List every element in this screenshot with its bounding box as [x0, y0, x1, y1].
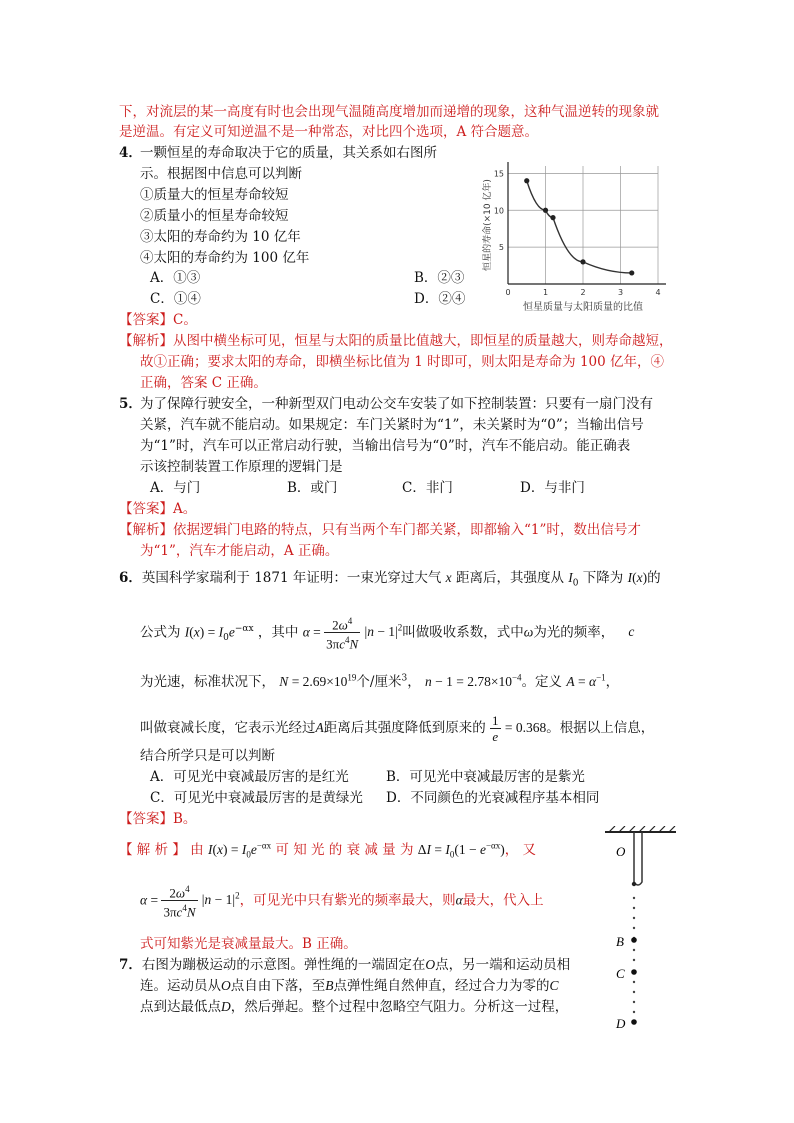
q6-analysis-text: ，可见光中只有紫光的频率最大，则 — [239, 892, 456, 909]
x-tick-label: 3 — [617, 288, 624, 297]
q4-option-b: B．②③ — [414, 270, 465, 286]
q7-text: 右图为蹦极运动的示意图。弹性绳的一端固定在 — [141, 957, 426, 973]
q4-option-c: C．①④ — [150, 291, 201, 307]
q4-analysis-3: 正确，答案 C 正确。 — [140, 375, 267, 391]
alpha-fraction: $\frac{2\omega^4}{3\pi c^4N}$ — [326, 616, 359, 652]
q4-answer: 【答案】C。 — [119, 312, 197, 328]
q7-line-2: 连。运动员从O点自由下落，至B点弹性绳自然伸直，经过合力为零的C — [140, 978, 559, 994]
q7-text: ，然后弹起。整个过程中忽略空气阻力。分析这一过程， — [230, 999, 569, 1015]
label-c: C — [616, 966, 625, 981]
q6-option-b: B．可见光中衰减最厉害的是紫光 — [386, 769, 585, 785]
q6-number: 6． — [119, 570, 142, 586]
q4-analysis-1: 【解析】从图中横坐标可见，恒星与太阳的质量比值越大，即恒星的质量越大，则寿命越短， — [119, 333, 673, 349]
top-line-2: 是逆温。有定义可知逆温不是一种常态，对比四个选项，A 符合题意。 — [119, 124, 539, 140]
data-point — [524, 178, 529, 183]
q6-analysis-text: 可 知 光 的 衰 减 量 为 — [275, 842, 414, 858]
q6-text: 叫做吸收系数，式中 — [402, 624, 524, 641]
q4-stem-2: 示。根据图中信息可以判断 — [140, 166, 302, 182]
q7-line-3: 点到达最低点D，然后弹起。整个过程中忽略空气阻力。分析这一过程， — [140, 999, 569, 1015]
chart-svg — [478, 160, 678, 312]
q7-text: 点，另一端和运动员相 — [435, 957, 571, 973]
q5-line-3: 为“1”时，汽车可以正常启动行驶，当输出信号为“0”时，汽车不能启动。能正确表 — [140, 438, 631, 454]
data-point — [580, 259, 585, 264]
q4-statement-3: ③太阳的寿命约为 10 亿年 — [140, 229, 301, 245]
bungee-svg — [600, 826, 680, 1036]
q6-text: 。定义 — [521, 674, 563, 690]
label-o: O — [616, 844, 626, 859]
q6-text: 个/厘米 — [356, 674, 402, 690]
top-line-1: 下，对流层的某一高度有时也会出现气温随高度增加而递增的现象，这种气温逆转的现象就 — [119, 104, 659, 120]
q6-text: 公式为 — [140, 624, 181, 641]
x-tick-label: 2 — [580, 288, 586, 297]
q6-line-2: 公式为 $I(x) = I_0e^{-\alpha x}$ ，其中 α = $\frac{2\omega^4}{3\pi c^4N}$ $|n - 1|^2$叫做吸收系数，式中ω为光的频率， c — [140, 616, 635, 652]
q7-text: 点弹性绳自然伸直，经过合力为零的 — [333, 978, 550, 994]
q6-option-a: A．可见光中衰减最厉害的是红光 — [150, 769, 349, 785]
q6-text: 为光速，标准状况下， — [140, 674, 275, 690]
q4-statement-2: ②质量小的恒星寿命较短 — [140, 208, 289, 224]
q6-text: 距离后其强度降低到原来的 — [323, 720, 486, 736]
star-lifetime-chart — [478, 160, 678, 312]
q7-text: 点到达最低点 — [140, 999, 221, 1015]
q4-statement-1: ①质量大的恒星寿命较短 — [140, 187, 289, 203]
q6-analysis-1: 【 解 析 】 由 $I(x) = I_0e^{-\alpha x}$ 可 知 光 的 衰 减 量 为 $\Delta I = I_0(1 - e^{-\alpha x})$， 又 — [119, 840, 537, 860]
q6-analysis-text: 最大，代入上 — [462, 892, 544, 909]
q7-text: 连。运动员从 — [140, 978, 221, 994]
y-tick-label: 15 — [493, 169, 504, 179]
one-over-e: $\frac{1}{e}$ — [492, 713, 499, 744]
q6-line-3: 为光速，标准状况下， $N = 2.69\times 10^{19}$个/厘米$^3$， $n - 1 = 2.78\times 10^{-4}$。定义 $A = \alpha^{-1}$， — [140, 672, 620, 690]
q4-option-d: D．②④ — [414, 291, 466, 307]
q6-analysis-text: ， 又 — [504, 842, 537, 858]
data-point — [543, 208, 548, 213]
q5-line-1: 为了保障行驶安全，一种新型双门电动公交车安装了如下控制装置：只要有一扇门没有 — [140, 396, 653, 412]
q6-line-1: 6．英国科学家瑞利于 1871 年证明：一束光穿过大气 x 距离后，其强度从 $I_0$ 下降为 I(x)的 — [119, 570, 661, 589]
q6-text: 为光的频率， — [533, 624, 615, 641]
q5-answer: 【答案】A。 — [119, 501, 197, 517]
q5-number: 5． — [119, 396, 142, 412]
q7-number: 7． — [119, 957, 142, 973]
data-point — [629, 270, 634, 275]
series-line — [527, 181, 632, 273]
q5-option-d: D．与非门 — [520, 480, 585, 496]
q6-text: 下降为 — [582, 570, 624, 586]
q7-line-1: 7．右图为蹦极运动的示意图。弹性绳的一端固定在O点，另一端和运动员相 — [119, 957, 571, 973]
q6-text: 英国科学家瑞利于 1871 年证明：一束光穿过大气 — [141, 570, 442, 586]
q4-number: 4． — [119, 145, 142, 161]
y-tick-label: 5 — [498, 243, 504, 253]
label-b: B — [616, 934, 624, 949]
q7-text: 点自由下落，至 — [230, 978, 326, 994]
q6-analysis-2: α = $\frac{2\omega^4}{3\pi c^4N}$ $|n - 1|^2$，可见光中只有紫光的频率最大，则α最大，代入上 — [140, 884, 544, 920]
q5-analysis-2: 为“1”，汽车才能启动，A 正确。 — [140, 543, 339, 559]
y-tick-label: 10 — [493, 206, 504, 216]
q6-text: ，其中 — [257, 624, 299, 641]
q6-option-c: C．可见光中衰减最厉害的是黄绿光 — [150, 790, 363, 806]
label-d: D — [616, 1016, 626, 1031]
q6-option-d: D．不同颜色的光衰减程序基本相同 — [386, 790, 600, 806]
q4-statement-4: ④太阳的寿命约为 100 亿年 — [140, 250, 310, 266]
q5-line-2: 关紧，汽车就不能启动。如果规定：车门关紧时为“1”，未关紧时为“0”；当输出信号 — [140, 417, 644, 433]
q6-answer: 【答案】B。 — [119, 811, 197, 827]
q5-option-c: C．非门 — [402, 480, 453, 496]
q4-analysis-2: 故①正确；要求太阳的寿命，即横坐标比值为 1 时即可，则太阳是寿命为 100 亿年，④ — [140, 354, 665, 370]
alpha-fraction-2: $\frac{2\omega^4}{3\pi c^4N}$ — [163, 884, 196, 920]
q4-option-a: A．①③ — [150, 270, 201, 286]
x-tick-label: 1 — [542, 288, 549, 297]
q6-text: 。根据以上信息， — [546, 720, 655, 736]
q6-analysis-text: 【 解 析 】 由 — [119, 842, 204, 858]
q6-text: 距离后，其强度从 — [455, 570, 564, 586]
q5-option-a: A．与门 — [150, 480, 201, 496]
q5-option-b: B．或门 — [287, 480, 338, 496]
x-axis-label: 恒星质量与太阳质量的比值 — [523, 302, 643, 312]
bungee-figure — [600, 826, 680, 1036]
x-tick-label: 0 — [505, 288, 511, 297]
q6-analysis-3: 式可知紫光是衰减量最大。B 正确。 — [140, 936, 357, 952]
y-axis-label: 恒星的寿命(×10 亿年) — [483, 179, 493, 271]
q5-analysis-1: 【解析】依据逻辑门电路的特点，只有当两个车门都关紧，即都输入“1”时，数出信号才 — [119, 522, 641, 538]
data-point — [550, 215, 555, 220]
q6-line-4: 叫做衰减长度，它表示光经过A距离后其强度降低到原来的 $\frac{1}{e}$ = 0.368。根据以上信息， — [140, 713, 655, 744]
q6-text: 叫做衰减长度，它表示光经过 — [140, 720, 316, 736]
q6-line-5: 结合所学只是可以判断 — [140, 748, 275, 764]
x-tick-label: 4 — [655, 288, 661, 297]
q6-text: 的 — [647, 570, 661, 586]
q5-line-4: 示该控制装置工作原理的逻辑门是 — [140, 459, 343, 475]
q4-stem-1: 一颗恒星的寿命取决于它的质量，其关系如右图所 — [140, 145, 437, 161]
